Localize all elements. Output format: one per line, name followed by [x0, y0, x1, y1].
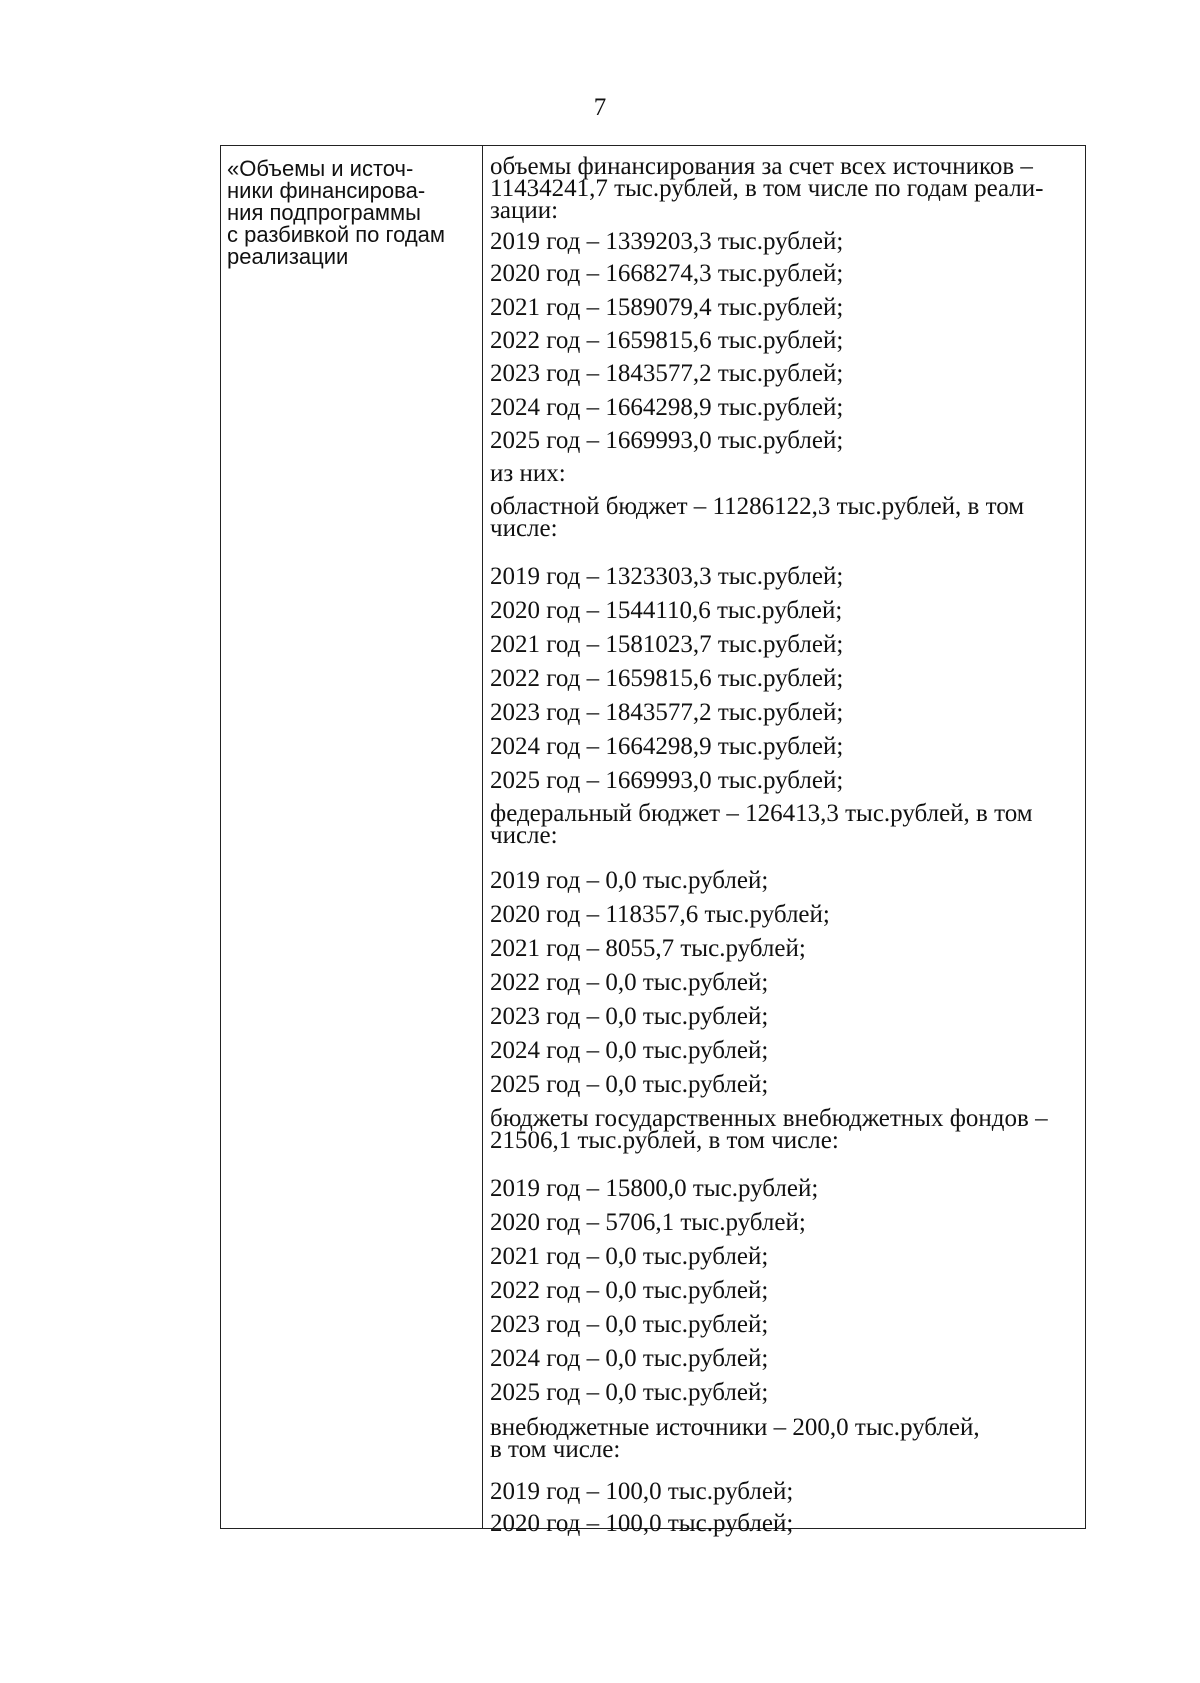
- year-entry: 2022 год – 0,0 тыс.рублей;: [490, 969, 769, 996]
- year-entry: 2025 год – 1669993,0 тыс.рублей;: [490, 427, 844, 454]
- year-entry: 2020 год – 5706,1 тыс.рублей;: [490, 1209, 806, 1236]
- year-entry: 2024 год – 1664298,9 тыс.рублей;: [490, 733, 844, 760]
- year-entry: 2019 год – 0,0 тыс.рублей;: [490, 867, 769, 894]
- year-entry: 2021 год – 0,0 тыс.рублей;: [490, 1243, 769, 1270]
- label-line: ники финансирова-: [227, 178, 426, 203]
- year-entry: 2022 год – 1659815,6 тыс.рублей;: [490, 665, 844, 692]
- year-entry: 2021 год – 1589079,4 тыс.рублей;: [490, 294, 844, 321]
- label-line: ния подпрограммы: [227, 200, 421, 225]
- year-entry: 2025 год – 0,0 тыс.рублей;: [490, 1379, 769, 1406]
- label-line: с разбивкой по годам: [227, 222, 446, 247]
- year-entry: 2019 год – 1339203,3 тыс.рублей;: [490, 228, 844, 255]
- year-entry: 2020 год – 1668274,3 тыс.рублей;: [490, 260, 844, 287]
- year-entry: 2023 год – 0,0 тыс.рублей;: [490, 1003, 769, 1030]
- year-entry: 2021 год – 1581023,7 тыс.рублей;: [490, 631, 844, 658]
- label-line: «Объемы и источ-: [227, 156, 414, 181]
- year-entry: 2024 год – 1664298,9 тыс.рублей;: [490, 394, 844, 421]
- year-entry: 2020 год – 118357,6 тыс.рублей;: [490, 901, 830, 928]
- value-cell: [483, 146, 1085, 1537]
- financing-table: [220, 145, 1086, 1537]
- year-entry: 2022 год – 1659815,6 тыс.рублей;: [490, 327, 844, 354]
- federal-budget-text: федеральный бюджет – 126413,3 тыс.рублей, в том числе:: [490, 800, 1033, 849]
- year-entry: 2019 год – 15800,0 тыс.рублей;: [490, 1175, 819, 1202]
- year-entry: 2020 год – 1544110,6 тыс.рублей;: [490, 597, 843, 624]
- label-text: [227, 158, 445, 268]
- subheading-text: из них:: [490, 460, 566, 487]
- off-budget-sources-text: внебюджетные источники – 200,0 тыс.рублей, в том числе:: [490, 1414, 980, 1463]
- label-cell: [221, 146, 483, 1528]
- year-entry: 2022 год – 0,0 тыс.рублей;: [490, 1277, 769, 1304]
- year-entry: 2024 год – 0,0 тыс.рублей;: [490, 1345, 769, 1372]
- year-entry: 2023 год – 1843577,2 тыс.рублей;: [490, 360, 844, 387]
- year-entry: 2019 год – 1323303,3 тыс.рублей;: [490, 563, 844, 590]
- total-funding-text: объемы финансирования за счет всех источников – 11434241,7 тыс.рублей, в том числе по годам реали- зации:: [490, 153, 1044, 224]
- label-line: реализации: [227, 244, 349, 269]
- year-entry: 2020 год – 100,0 тыс.рублей;: [490, 1510, 794, 1537]
- year-entry: 2023 год – 1843577,2 тыс.рублей;: [490, 699, 844, 726]
- year-entry: 2024 год – 0,0 тыс.рублей;: [490, 1037, 769, 1064]
- year-entry: 2025 год – 0,0 тыс.рублей;: [490, 1071, 769, 1098]
- regional-budget-text: областной бюджет – 11286122,3 тыс.рублей, в том числе:: [490, 493, 1025, 542]
- year-entry: 2023 год – 0,0 тыс.рублей;: [490, 1311, 769, 1338]
- page-number: 7: [593, 94, 607, 121]
- year-entry: 2025 год – 1669993,0 тыс.рублей;: [490, 767, 844, 794]
- year-entry: 2019 год – 100,0 тыс.рублей;: [490, 1478, 794, 1505]
- year-entry: 2021 год – 8055,7 тыс.рублей;: [490, 935, 806, 962]
- extra-budget-funds-text: бюджеты государственных внебюджетных фондов – 21506,1 тыс.рублей, в том числе:: [490, 1105, 1048, 1154]
